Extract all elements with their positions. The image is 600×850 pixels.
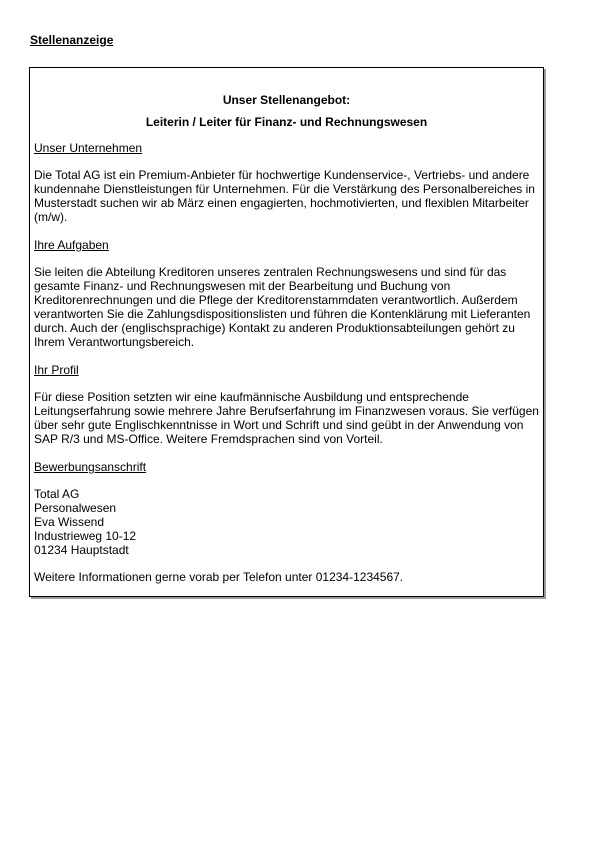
application-address bbox=[34, 487, 539, 557]
section-text-company: Die Total AG ist ein Premium-Anbieter für hochwertige Kundenservice-, Vertriebs- und andere kundennahe Dienstleistungen für Unternehmen. Für die Verstärkung des Personalbereiches in Musterstadt suchen wir ab März einen engagierten, hochmotivierten, und flexiblen Mitarbeiter (m/w). bbox=[34, 168, 535, 224]
address-contact-person: Eva Wissend bbox=[34, 515, 105, 529]
section-heading-profile: Ihr Profil bbox=[34, 363, 79, 377]
address-department: Personalwesen bbox=[34, 501, 117, 515]
ad-subtitle: Leiterin / Leiter für Finanz- und Rechnungswesen bbox=[145, 115, 428, 129]
section-text-profile: Für diese Position setzten wir eine kaufmännische Ausbildung und entsprechende Leitungserfahrung sowie mehrere Jahre Berufserfahrung im Finanzwesen voraus. Sie verfügen über sehr gute Englischkenntnisse in Wort und Schrift und sind geübt in der Anwendung von SAP R/3 und MS-Office. Weitere Fremdsprachen sind von Vorteil. bbox=[34, 390, 539, 446]
contact-note: Weitere Informationen gerne vorab per Telefon unter 01234-1234567. bbox=[34, 570, 404, 584]
section-text-tasks: Sie leiten die Abteilung Kreditoren unseres zentralen Rechnungswesens und sind für das gesamte Finanz- und Rechnungswesen mit der Bearbeitung und Buchung von Kreditorenrechnungen und die Pflege der Kreditorenstammdaten verantwortlich. Außerdem verantworten Sie die Zahlungsdispositionslisten und führen die Kontenklärung mit Lieferanten durch. Auch der (englischsprachige) Kontakt zu anderen Produktionsabteilungen gehört zu Ihrem Verantwortungsbereich. bbox=[34, 265, 531, 349]
section-heading-application: Bewerbungsanschrift bbox=[34, 460, 147, 474]
ad-title: Unser Stellenangebot: bbox=[222, 93, 351, 107]
address-city: 01234 Hauptstadt bbox=[34, 543, 129, 557]
job-ad-box bbox=[29, 67, 544, 597]
section-heading-company: Unser Unternehmen bbox=[34, 141, 143, 155]
document-heading: Stellenanzeige bbox=[30, 33, 114, 47]
section-heading-tasks: Ihre Aufgaben bbox=[34, 238, 109, 252]
address-street: Industrieweg 10-12 bbox=[34, 529, 137, 543]
address-company: Total AG bbox=[34, 487, 80, 501]
